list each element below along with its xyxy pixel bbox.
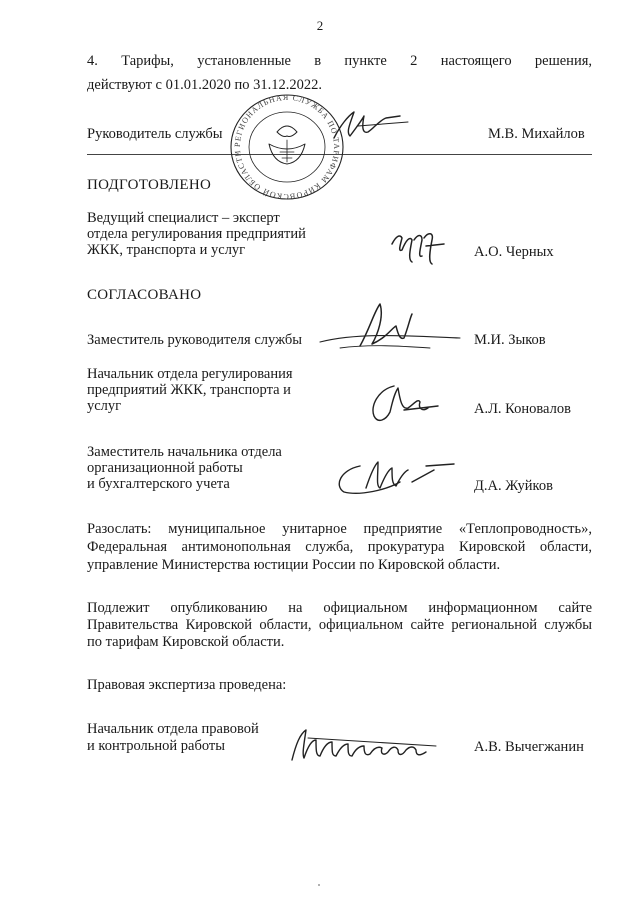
agreed-entry-1-name: М.И. Зыков [474,332,546,348]
distribution-line-2: Федеральная антимонопольная служба, прокуратура Кировской области, [87,539,592,555]
prepared-role-line-1: Ведущий специалист – эксперт [87,210,280,226]
agreed-entry-1-role: Заместитель руководителя службы [87,332,303,348]
separator-line [87,154,592,155]
publication-line-2: Правительства Кировской области, официальном сайте региональной службы [87,617,592,633]
agreed-entry-2-role-line-3: услуг [87,398,122,414]
agreed-entry-2-role-line-1: Начальник отдела регулирования [87,366,293,382]
svg-text:РЕГИОНАЛЬНАЯ СЛУЖБА ПО ТАРИФАМ [233,93,341,201]
distribution-line-1: Разослать: муниципальное унитарное предприятие «Теплопроводность», [87,521,592,537]
prepared-role-line-3: ЖКК, транспорта и услуг [87,242,246,258]
agreed-entry-2-signature-icon [364,380,444,428]
distribution-line-3: управление Министерства юстиции России по Кировской области. [87,557,501,573]
agreed-entry-3-name: Д.А. Жуйков [474,478,553,494]
prepared-signature-icon [388,226,448,270]
head-name: М.В. Михайлов [488,126,585,142]
prepared-heading: ПОДГОТОВЛЕНО [87,177,212,193]
legal-review-name: А.В. Вычегжанин [474,739,584,755]
head-role: Руководитель службы [87,126,223,142]
prepared-name: А.О. Черных [474,244,554,260]
page-number: 2 [316,18,324,33]
legal-review-text: Правовая экспертиза проведена: [87,677,287,693]
prepared-role-line-2: отдела регулирования предприятий [87,226,306,242]
agreed-entry-3-role-line-1: Заместитель начальника отдела [87,444,282,460]
agreed-entry-2-role-line-2: предприятий ЖКК, транспорта и [87,382,291,398]
agreed-entry-2-name: А.Л. Коновалов [474,401,571,417]
legal-review-signature-icon [286,724,446,770]
clause-4-line-2: действуют с 01.01.2020 по 31.12.2022. [87,77,322,93]
clause-4-line-1: 4. Тарифы, установленные в пункте 2 настоящего решения, [87,53,592,69]
stamp-text: РЕГИОНАЛЬНАЯ СЛУЖБА ПО ТАРИФАМ КИРОВСКОЙ ОБЛАСТИ [232,92,342,202]
agreed-entry-3-signature-icon [330,452,460,502]
agreed-entry-1-signature-icon [300,298,470,358]
official-stamp-icon [222,92,352,202]
scan-speck [318,884,320,886]
agreed-entry-3-role-line-2: организационной работы [87,460,243,476]
agreed-entry-3-role-line-3: и бухгалтерского учета [87,476,230,492]
publication-line-1: Подлежит опубликованию на официальном информационном сайте [87,600,592,616]
head-signature-icon [328,106,418,146]
agreed-heading: СОГЛАСОВАНО [87,287,202,303]
legal-review-role-line-1: Начальник отдела правовой [87,721,259,737]
publication-line-3: по тарифам Кировской области. [87,634,285,650]
legal-review-role-line-2: и контрольной работы [87,738,225,754]
